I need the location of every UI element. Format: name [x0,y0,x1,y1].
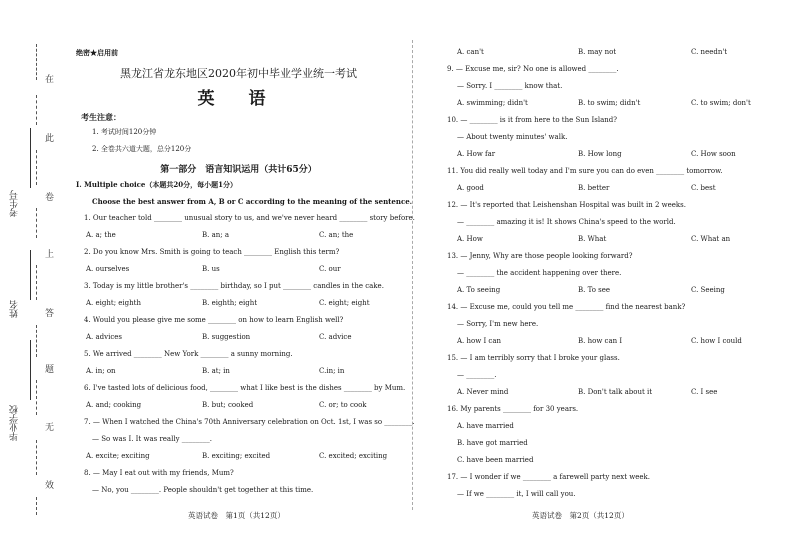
option-b: B. an; a [202,231,230,239]
question-stem: 12. — It's reported that Leishenshan Hospital was built in 2 weeks. [447,201,686,209]
exam-title: 黑龙江省龙东地区2020年初中毕业学业统一考试 [120,67,357,80]
option-a: A. How far [457,150,496,158]
question-stem-line2: — About twenty minutes' walk. [457,133,568,141]
question-stem: 6. I've tasted lots of delicious food, ________ what I like best is the dishes ________ by Mum. [84,384,406,392]
question-stem: 14. — Excuse me, could you tell me ________ find the nearest bank? [447,303,686,311]
option-b: B. have got married [457,439,528,447]
option-c: C. Seeing [691,286,725,294]
margin-char: 效 [45,481,55,491]
option-a: A. swimming; didn't [457,99,528,107]
option-c: C. excited; exciting [319,452,388,460]
question-stem: 9. — Excuse me, sir? No one is allowed ________. [447,65,619,73]
option-a: A. ourselves [86,265,130,273]
question-stem: 10. — ________ is it from here to the Sun Island? [447,116,618,124]
dashed-line [36,380,37,415]
margin-char: 上 [45,250,55,260]
option-a: A. advices [86,333,123,341]
dashed-line [36,150,37,185]
option-b: B. exciting; excited [202,452,271,460]
question-stem-line2: — Sorry, I'm new here. [457,320,539,328]
dashed-line [36,44,37,80]
question-stem-line2: — So was I. It was really ________. [92,435,212,443]
page-footer: 英语试卷 第1页（共12页） [188,511,285,520]
option-a: A. a; the [86,231,116,239]
option-b: B. eighth; eight [202,299,258,307]
option-c: C. an; the [319,231,354,239]
notice-heading: 考生注意： [81,112,121,122]
option-c: C. I see [691,388,718,396]
option-c: C. our [319,265,341,273]
question-stem: 7. — When I watched the China's 70th Anniversary celebration on Oct. 1st, I was so ________. [84,418,415,426]
field-line [30,128,31,188]
option-a: A. excite; exciting [86,452,150,460]
option-a: A. How [457,235,483,243]
margin-char: 卷 [45,193,55,203]
question-stem-line2: — No, you ________. People shouldn't get together at this time. [92,486,314,494]
option-a: A. Never mind [457,388,509,396]
option-c: C. to swim; don't [691,99,751,107]
page-divider [412,40,413,510]
margin-char: 答 [45,309,55,319]
question-stem: 13. — Jenny, Why are those people looking forward? [447,252,633,260]
option-c: C. How soon [691,150,736,158]
option-b: B. at; in [202,367,230,375]
name-label: 姓名 [10,300,20,318]
question-stem: 15. — I am terribly sorry that I broke your glass. [447,354,620,362]
subject-title: 英 语 [197,89,280,109]
option-b: B. may not [578,48,617,56]
question-stem: 11. You did really well today and I'm sure you can do even ________ tomorrow. [447,167,723,175]
option-c: C. how I could [691,337,742,345]
option-b: B. How long [578,150,622,158]
option-c: C. or; to cook [319,401,367,409]
option-a: A. how I can [457,337,502,345]
question-stem-line2: — If we ________ it, I will call you. [457,490,576,498]
question-stem-line2: — ________ amazing it is! It shows China's speed to the world. [457,218,676,226]
question-stem: 1. Our teacher told ________ unusual story to us, and we've never heard ________ story before. [84,214,415,222]
option-b: B. us [202,265,220,273]
option-a: A. To seeing [457,286,501,294]
option-a: A. good [457,184,484,192]
dashed-line [36,95,37,125]
option-b: B. but; cooked [202,401,254,409]
option-b: B. What [578,235,607,243]
school-label: 毕业学校 [10,405,20,441]
margin-char: 无 [45,423,55,433]
margin-char: 在 [45,75,55,85]
question-stem: 4. Would you please give me some ________ on how to learn English well? [84,316,344,324]
dashed-line [36,497,37,515]
section-heading: I. Multiple choice（本题共20分，每小题1分） [76,180,237,189]
question-stem-line2: — ________. [457,371,497,379]
option-b: B. better [578,184,610,192]
field-line [30,250,31,300]
option-c: C. What an [691,235,731,243]
candidate-number-label: 考生号 [10,190,20,217]
section-instruction: Choose the best answer from A, B or C according to the meaning of the sentence. [92,197,413,206]
option-c: C. best [691,184,716,192]
field-line [30,340,31,400]
margin-char: 题 [45,365,55,375]
option-b: B. To see [578,286,611,294]
question-stem: 8. — May I eat out with my friends, Mum? [84,469,234,477]
question-stem: 2. Do you know Mrs. Smith is going to teach ________ English this term? [84,248,340,256]
option-a: A. can't [457,48,484,56]
page-footer: 英语试卷 第2页（共12页） [532,511,629,520]
option-a: A. in; on [86,367,116,375]
option-c: C. eight; eight [319,299,370,307]
option-c: C. have been married [457,456,534,464]
binding-margin [0,0,72,560]
notice-item: 1. 考试时间120分钟 [92,128,157,136]
confidential-mark: 绝密★启用前 [76,48,118,57]
question-stem: 17. — I wonder if we ________ a farewell party next week. [447,473,650,481]
option-b: B. how can I [578,337,623,345]
notice-item: 2. 全卷共六道大题，总分120分 [92,145,192,153]
dashed-line [36,440,37,475]
option-c: C. needn't [691,48,728,56]
option-c: C. advice [319,333,352,341]
dashed-line [36,325,37,357]
question-stem: 16. My parents ________ for 30 years. [447,405,579,413]
question-stem: 3. Today is my little brother's ________ birthday, so I put ________ candles in the cake. [84,282,384,290]
option-b: B. Don't talk about it [578,388,653,396]
dashed-line [36,265,37,300]
option-c: C.in; in [319,367,345,375]
question-stem-line2: — ________ the accident happening over there. [457,269,622,277]
dashed-line [36,208,37,238]
margin-char: 此 [45,134,55,144]
question-stem: 5. We arrived ________ New York ________ a sunny morning. [84,350,293,358]
part-title: 第一部分 语言知识运用（共计65分） [160,165,317,175]
option-a: A. have married [457,422,514,430]
option-b: B. suggestion [202,333,251,341]
option-a: A. and; cooking [86,401,142,409]
option-a: A. eight; eighth [86,299,141,307]
option-b: B. to swim; didn't [578,99,641,107]
question-stem-line2: — Sorry. I ________ know that. [457,82,563,90]
